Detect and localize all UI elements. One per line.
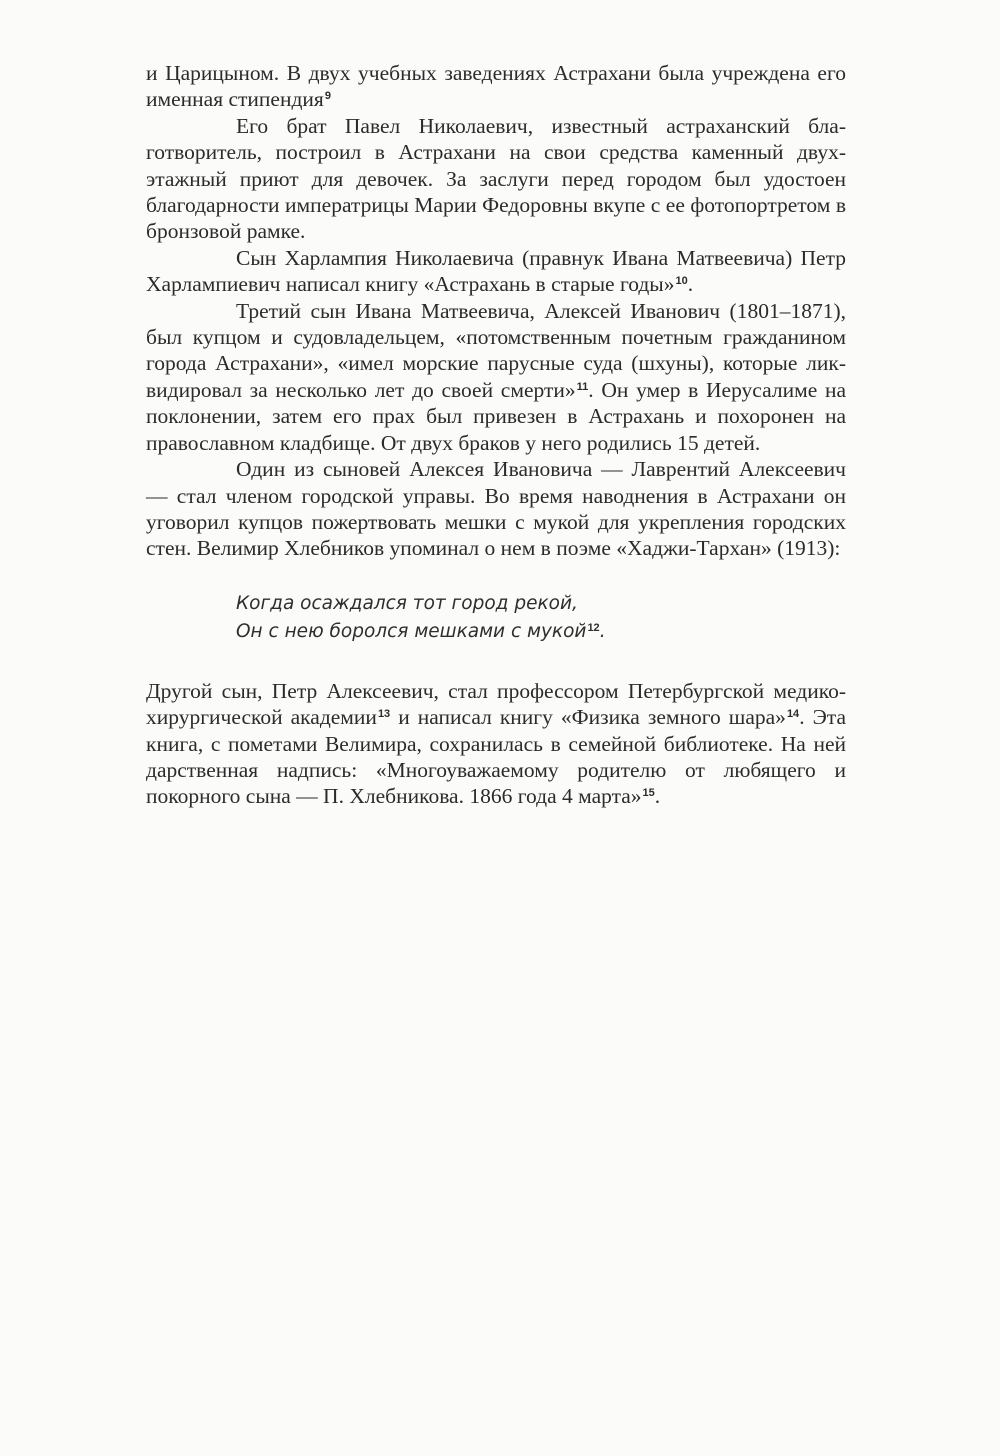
paragraph-aleksei-ivanovich <box>146 298 846 456</box>
paragraph-text: Третий сын Ивана Матвеевича, Алексей Иванович (1801–1871), был купцом и судовладельцем, «потомственным почетным гражданином города Астрахани», «имел морские парусные суда (шхуны), которые ликвидировал за несколько лет до своей смерти» <box>146 298 846 402</box>
paragraph-pavel <box>146 113 846 245</box>
footnote-marker[interactable]: 13 <box>377 708 391 721</box>
paragraph-text: и Царицыном. В двух учебных заведениях Астрахани была учреждена его именная стипендия <box>146 61 846 112</box>
footnote-marker[interactable]: 12 <box>587 621 600 634</box>
footnote-marker[interactable]: 10 <box>675 275 688 288</box>
poem-quote <box>236 590 846 646</box>
paragraph-scholarship <box>146 60 846 113</box>
poem-line-2: Он с нею боролся мешками с мукой$^{12}$. <box>236 620 606 642</box>
page-content <box>146 60 846 810</box>
footnote-marker[interactable]: 14 <box>786 708 800 721</box>
paragraph-text: . Он умер в Иерусалиме на поклонении, затем его прах был привезен в Астрахань и похоронен на православном кладбище. От двух браков у него родились 15 детей. <box>146 377 846 455</box>
paragraph-text: Его брат Павел Николаевич, известный астраханский благотворитель, построил в Астрахани на свои средства каменный двухэтажный приют для девочек. За заслуги перед городом был удостоен благодарности императрицы Марии Федоровны вкупе с ее фотопортретом в бронзовой рамке. <box>146 113 846 244</box>
paragraph-petr-alekseevich: Другой сын, Петр Алексеевич, стал профессором Петербургской медико-хирургической академии$^{13}$ и написал книгу «Физика земного шара»$^{14}$. Эта книга, с пометами Велимира, сохранилась в семейной библиотеке. На ней дарственная надпись: «Многоуважаемому родителю от любящего и покорного сына — П. Хлебникова. 1866 года 4 марта»$^{15}$. <box>146 678 846 809</box>
footnote-marker[interactable]: 11 <box>576 380 589 393</box>
footnote-marker[interactable]: 15 <box>642 787 655 800</box>
paragraph-petr-kharlampievich: Сын Харлампия Николаевича (правнук Ивана Матвеевича) Петр Харлампиевич написал книгу «Астрахань в старые годы»$^{10}$. <box>146 245 846 297</box>
footnote-marker[interactable]: 9 <box>324 90 331 103</box>
paragraph-lavrentii <box>146 456 846 562</box>
paragraph-text: Сын Харлампия Николаевича (правнук Ивана Матвеевича) Петр Харлампиевич написал книгу «Астрахань в старые годы» <box>146 245 846 297</box>
poem-line-1: Когда осаждался тот город рекой, <box>236 592 578 614</box>
paragraph-text: Один из сыновей Алексея Ивановича — Лаврентий Алексеевич — стал членом городской управы. Во время наводнения в Астрахани он уговорил купцов пожертвовать мешки с мукой для укрепления городских стен. Велимир Хлебников упоминал о нем в поэме «Хаджи-Тархан» (1913): <box>146 457 846 561</box>
